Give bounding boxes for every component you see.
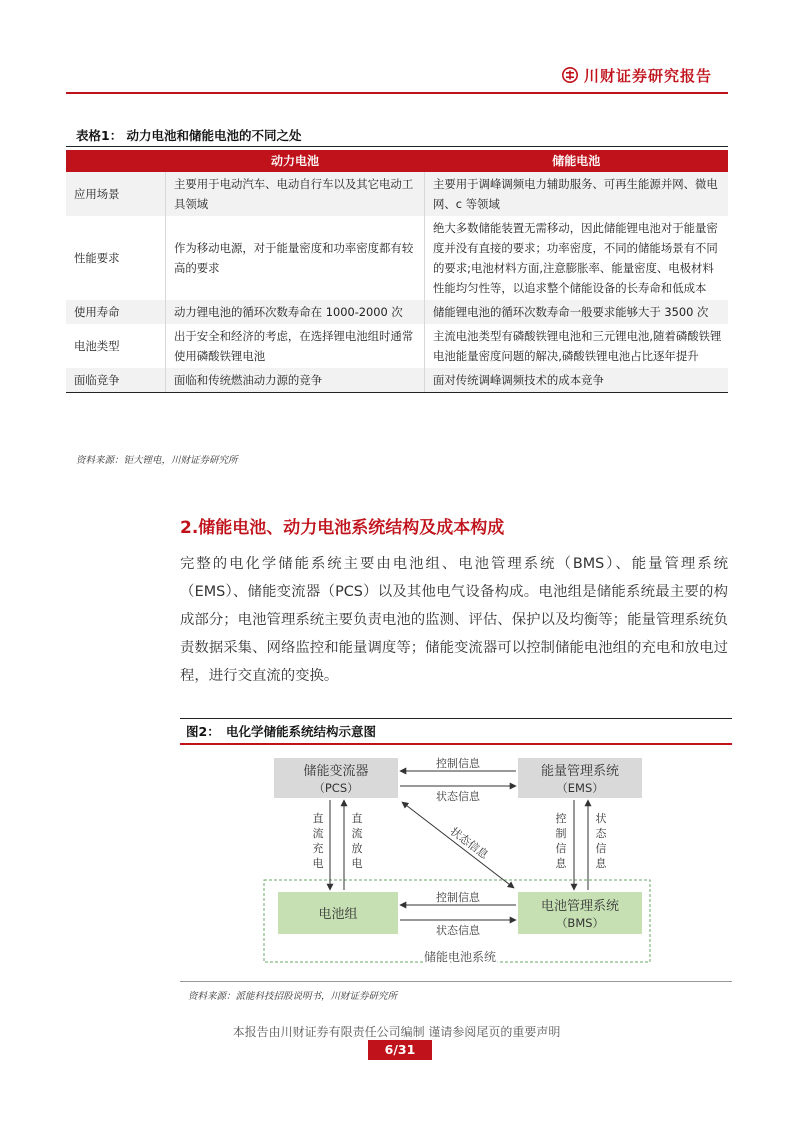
row-label: 使用寿命 [66,300,166,324]
figure-source: 资料来源：派能科技招股说明书，川财证券研究所 [188,991,398,1002]
table-cell: 主流电池类型有磷酸铁锂电池和三元锂电池,随着磷酸铁锂电池能量密度问题的解决,磷酸铁锂电池占比逐年提升 [425,324,729,368]
table-cell: 面临和传统燃油动力源的竞争 [166,368,425,393]
table-row [66,324,728,368]
comparison-table [66,150,728,393]
ems-control-char: 制 [555,827,567,840]
pcs-bms-status-label: 状态信息 [447,824,491,862]
table-row [66,172,728,216]
group-label: 储能电池系统 [423,950,497,964]
table-header-row [66,150,728,172]
header-divider [66,92,728,94]
battery-name: 电池组 [318,907,358,922]
table-cell: 绝大多数储能装置无需移动，因此储能锂电池对于能量密度并没有直接的要求；功率密度，不同的储能场景有不同的要求;电池材料方面,注意膨胀率、能量密度、电极材料性能均匀性等，以追求整个储能设备的长寿命和低成本 [425,216,729,300]
pcs-ems-control-label: 控制信息 [436,757,480,770]
page-number: 6/31 [368,1040,432,1060]
ems-status-char: 息 [595,857,607,870]
table-cell: 面对传统调峰调频技术的成本竞争 [425,368,729,393]
pcs-ems-status-label: 状态信息 [436,790,480,803]
table-cell: 出于安全和经济的考虑，在选择锂电池组时通常使用磷酸铁锂电池 [166,324,425,368]
row-label: 电池类型 [66,324,166,368]
table-row [66,216,728,300]
dc-discharge-char: 放 [351,842,363,855]
table-cell: 作为移动电源，对于能量密度和功率密度都有较高的要求 [166,216,425,300]
dc-discharge-char: 电 [351,857,363,870]
ems-status-char: 信 [595,842,607,855]
pcs-bms-status-arrow [402,802,514,888]
pcs-name: 储能变流器 [303,764,369,779]
header-brand [562,64,712,86]
row-label: 应用场景 [66,172,166,216]
table-cell: 动力锂电池的循环次数寿命在 1000-2000 次 [166,300,425,324]
ems-name: 能量管理系统 [540,764,620,779]
battery-bms-status-label: 状态信息 [436,924,480,937]
ems-status-char: 状 [595,812,607,825]
dc-charge-char: 充 [312,842,324,855]
ems-control-char: 信 [555,842,567,855]
ems-control-char: 控 [555,812,567,825]
brand-logo-icon [562,67,578,83]
dc-discharge-char: 流 [351,827,363,840]
dc-charge-char: 直 [312,812,324,825]
table-header-cell [66,150,166,172]
ems-control-char: 息 [555,857,567,870]
table-header-cell: 动力电池 [166,150,425,172]
bms-abbr: （BMS） [555,916,605,930]
ems-abbr: （EMS） [556,781,604,795]
row-label: 性能要求 [66,216,166,300]
section-paragraph: 完整的电化学储能系统主要由电池组、电池管理系统（BMS）、能量管理系统（EMS）、储能变流器（PCS）以及其他电气设备构成。电池组是储能系统最主要的构成部分；电池管理系统主要负责电池的监测、评估、保护以及均衡等；能量管理系统负责数据采集、网络监控和能量调度等；储能变流器可以控制储能电池组的充电和放电过程，进行交直流的变换。 [180,556,728,684]
bms-name: 电池管理系统 [540,899,620,914]
section-title: 2.储能电池、动力电池系统结构及成本构成 [180,518,505,538]
battery-bms-control-label: 控制信息 [436,891,480,904]
system-diagram [262,748,658,970]
table-top-rule [66,146,728,147]
ems-status-char: 态 [595,827,607,840]
table-header-cell: 储能电池 [425,150,729,172]
row-label: 面临竞争 [66,368,166,393]
figure-bottom-rule [180,981,732,982]
table-source: 资料来源：钜大锂电，川财证券研究所 [76,455,238,466]
table-row [66,300,728,324]
pcs-abbr: （PCS） [313,781,359,795]
brand-name: 川财证券研究报告 [584,66,713,85]
dc-charge-char: 流 [312,827,324,840]
table-cell: 主要用于电动汽车、电动自行车以及其它电动工具领域 [166,172,425,216]
table-cell: 主要用于调峰调频电力辅助服务、可再生能源并网、微电网、c 等领域 [425,172,729,216]
table-row [66,368,728,393]
table-caption: 表格1： 动力电池和储能电池的不同之处 [76,128,302,143]
dc-discharge-char: 直 [351,812,363,825]
footer-disclaimer: 本报告由川财证券有限责任公司编制 谨请参阅尾页的重要声明 [232,1025,561,1039]
dc-charge-char: 电 [312,857,324,870]
figure-caption: 图2： 电化学储能系统结构示意图 [186,724,376,739]
table-cell: 储能锂电池的循环次数寿命一般要求能够大于 3500 次 [425,300,729,324]
